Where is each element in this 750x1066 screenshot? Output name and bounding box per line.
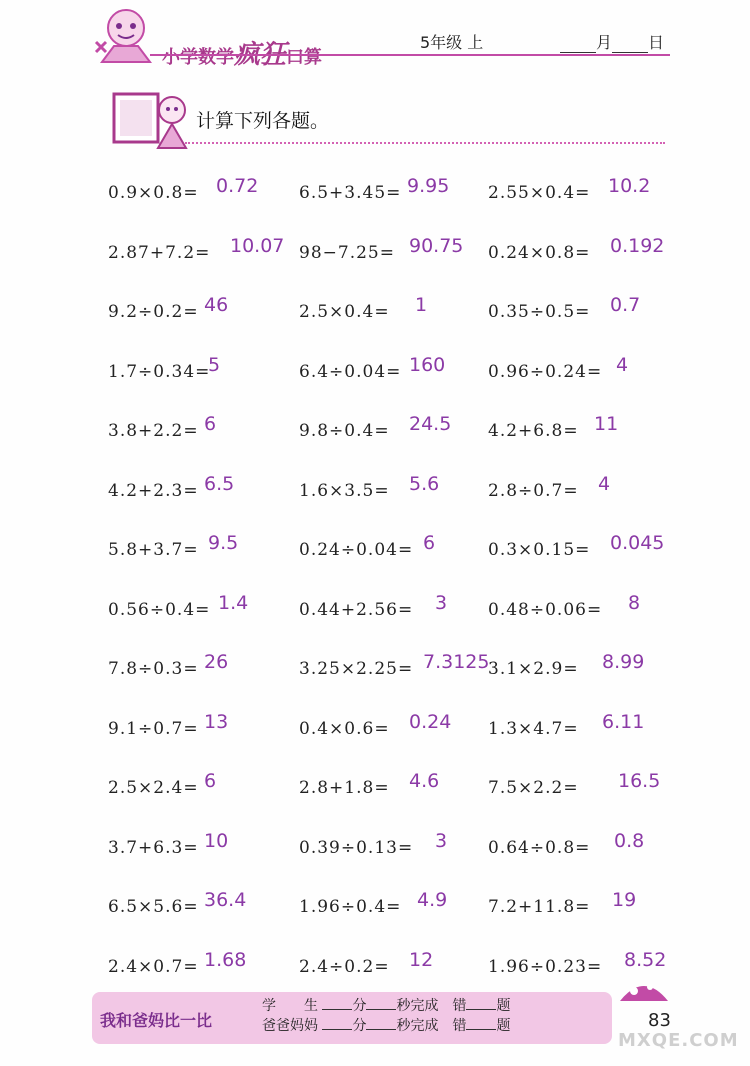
problem-answer: 16.5 — [618, 770, 661, 792]
problem-answer: 8.52 — [624, 948, 667, 971]
problem-row — [108, 175, 748, 235]
problem-answer: 4.6 — [409, 770, 440, 792]
problem-question: 2.5×2.4= — [108, 778, 199, 798]
problem-question: 1.7÷0.34= — [108, 361, 211, 382]
problem-question: 2.8+1.8= — [299, 778, 390, 798]
problem-question: 0.48÷0.06= — [488, 599, 603, 620]
problem-question: 2.5×0.4= — [299, 302, 390, 322]
problem-row — [108, 354, 748, 414]
page-number: 83 — [648, 1010, 671, 1031]
problem-question: 2.87+7.2= — [108, 242, 211, 263]
page-header — [0, 0, 750, 80]
problem-row — [108, 235, 748, 295]
blackboard-kid-icon — [110, 88, 192, 158]
problem-question: 4.2+6.8= — [488, 421, 579, 441]
problem-question: 0.56÷0.4= — [108, 599, 211, 620]
problem-question: 2.4÷0.2= — [299, 956, 390, 977]
problem-question: 1.3×4.7= — [488, 718, 579, 739]
title-tail: 口算 — [286, 47, 323, 68]
problem-question: 3.25×2.25= — [299, 659, 414, 679]
problem-row — [108, 294, 748, 354]
problem-answer: 90.75 — [409, 234, 464, 257]
problem-question: 6.4÷0.04= — [299, 361, 402, 382]
problem-question: 2.8÷0.7= — [488, 480, 579, 501]
problem-question: 3.1×2.9= — [488, 659, 579, 679]
problem-question: 9.8÷0.4= — [299, 421, 390, 441]
problem-row — [108, 651, 748, 711]
problem-answer: 46 — [204, 294, 229, 316]
instruction-text: 计算下列各题。 — [196, 110, 330, 132]
problem-answer: 6 — [204, 770, 217, 792]
parent-seconds-blank[interactable] — [366, 1017, 396, 1030]
problem-question: 3.7+6.3= — [108, 837, 199, 858]
problem-answer: 6.11 — [602, 710, 645, 733]
problem-question: 9.1÷0.7= — [108, 718, 199, 739]
month-blank[interactable] — [560, 38, 596, 53]
footer-score-lines — [262, 996, 510, 1036]
problem-row — [108, 413, 748, 473]
month-label: 月 — [596, 33, 613, 52]
book-title — [162, 34, 322, 71]
problem-row — [108, 711, 748, 771]
parent-line: 爸爸妈妈 分 秒完成 错 题 — [262, 1018, 511, 1034]
problem-answer: 26 — [204, 651, 229, 673]
problem-answer: 6 — [204, 413, 217, 435]
problem-answer: 10.07 — [230, 234, 285, 257]
student-errors-blank[interactable] — [466, 997, 496, 1010]
problem-answer: 5 — [208, 353, 221, 376]
problem-question: 0.24×0.8= — [488, 242, 591, 263]
problem-row — [108, 889, 748, 949]
problem-grid — [108, 175, 748, 1008]
problem-answer: 10 — [204, 829, 229, 852]
problem-row — [108, 770, 748, 830]
problem-answer: 0.045 — [610, 532, 665, 554]
problem-answer: 4 — [598, 472, 611, 495]
problem-answer: 9.5 — [208, 532, 239, 554]
problem-answer: 24.5 — [409, 413, 452, 435]
problem-answer: 3 — [435, 591, 448, 614]
title-small: 小学数学 — [162, 47, 234, 68]
problem-answer: 7.3125 — [423, 651, 490, 673]
problem-answer: 0.8 — [614, 829, 645, 852]
problem-question: 0.35÷0.5= — [488, 302, 591, 322]
problem-answer: 9.95 — [407, 175, 450, 197]
problem-answer: 3 — [435, 829, 448, 852]
problem-question: 0.44+2.56= — [299, 599, 414, 620]
problem-row — [108, 830, 748, 890]
problem-question: 9.2÷0.2= — [108, 302, 199, 322]
problem-row — [108, 592, 748, 652]
student-line: 学 生 分 秒完成 错 题 — [262, 998, 511, 1014]
problem-answer: 1.68 — [204, 948, 247, 971]
day-label: 日 — [648, 33, 665, 52]
problem-question: 7.8÷0.3= — [108, 659, 199, 679]
problem-question: 7.5×2.2= — [488, 778, 579, 798]
problem-answer: 13 — [204, 710, 229, 733]
watermark: MXQE.COM — [618, 1030, 739, 1051]
problem-answer: 6.5 — [204, 472, 235, 495]
parent-errors-blank[interactable] — [466, 1017, 496, 1030]
problem-question: 0.4×0.6= — [299, 718, 390, 739]
problem-answer: 11 — [594, 413, 619, 435]
problem-answer: 4 — [616, 353, 629, 376]
problem-question: 0.9×0.8= — [108, 183, 199, 203]
mascot-girl-icon — [92, 2, 162, 68]
dotted-divider — [185, 142, 665, 144]
problem-answer: 0.72 — [216, 175, 259, 197]
problem-question: 1.96÷0.23= — [488, 956, 603, 977]
problem-question: 2.55×0.4= — [488, 183, 591, 203]
problem-question: 5.8+3.7= — [108, 540, 199, 560]
problem-question: 98−7.25= — [299, 242, 395, 263]
problem-question: 0.96÷0.24= — [488, 361, 603, 382]
problem-question: 4.2+2.3= — [108, 480, 199, 501]
problem-answer: 12 — [409, 948, 434, 971]
problem-answer: 6 — [423, 532, 436, 554]
problem-answer: 4.9 — [417, 889, 448, 911]
parent-minutes-blank[interactable] — [322, 1017, 352, 1030]
problem-answer: 1.4 — [218, 591, 249, 614]
date-field — [560, 30, 664, 53]
header-rule — [150, 54, 670, 56]
problem-answer: 8.99 — [602, 651, 645, 673]
student-seconds-blank[interactable] — [366, 997, 396, 1010]
problem-answer: 1 — [415, 294, 428, 316]
problem-answer: 0.7 — [610, 294, 641, 316]
day-blank[interactable] — [612, 38, 648, 53]
problem-answer: 0.192 — [610, 234, 665, 257]
problem-question: 0.24÷0.04= — [299, 540, 414, 560]
title-big: 疯狂 — [234, 40, 287, 70]
problem-row — [108, 532, 748, 592]
problem-answer: 36.4 — [204, 889, 247, 911]
problem-question: 0.39÷0.13= — [299, 837, 414, 858]
problem-answer: 0.24 — [409, 710, 452, 733]
problem-question: 2.4×0.7= — [108, 956, 199, 977]
problem-question: 1.6×3.5= — [299, 480, 390, 501]
problem-answer: 8 — [628, 591, 641, 614]
problem-row — [108, 473, 748, 533]
problem-answer: 160 — [409, 353, 446, 376]
problem-question: 6.5×5.6= — [108, 897, 199, 917]
problem-question: 7.2+11.8= — [488, 897, 591, 917]
problem-question: 0.3×0.15= — [488, 540, 591, 560]
grade-label: 5年级 上 — [420, 33, 484, 52]
student-minutes-blank[interactable] — [322, 997, 352, 1010]
problem-question: 3.8+2.2= — [108, 421, 199, 441]
problem-question: 0.64÷0.8= — [488, 837, 591, 858]
problem-answer: 19 — [612, 889, 637, 911]
footer-label: 我和爸妈比一比 — [100, 1011, 213, 1030]
problem-question: 1.96÷0.4= — [299, 897, 402, 917]
problem-question: 6.5+3.45= — [299, 183, 402, 203]
problem-answer: 10.2 — [608, 175, 651, 197]
problem-answer: 5.6 — [409, 472, 440, 495]
mushroom-icon — [614, 975, 674, 1015]
